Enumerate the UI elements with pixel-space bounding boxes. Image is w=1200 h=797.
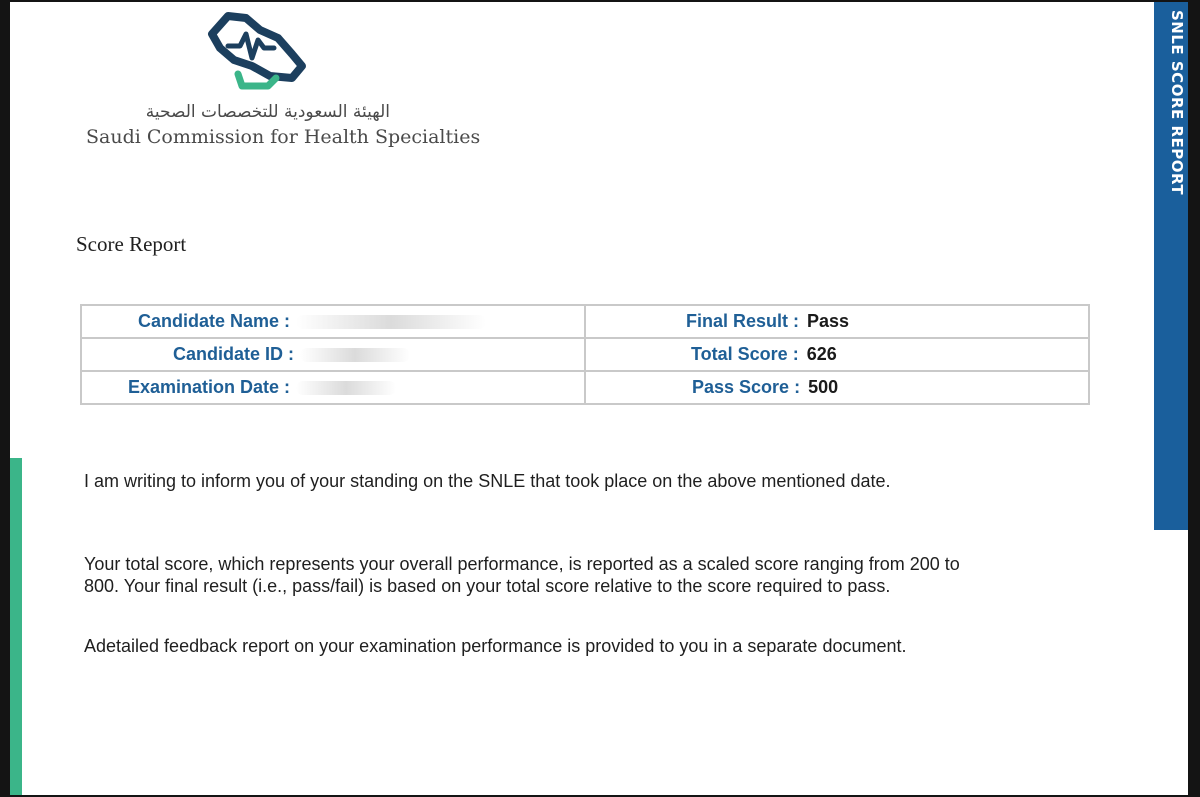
final-result-value: Pass — [807, 311, 850, 331]
paragraph-feedback: Adetailed feedback report on your examination performance is provided to you in a separate document. — [84, 636, 907, 656]
final-result-cell — [585, 305, 1089, 338]
redacted-date — [296, 381, 396, 395]
pass-score-label: Pass Score : — [692, 377, 801, 397]
candidate-name-label: Candidate Name : — [138, 311, 291, 331]
pass-score-cell — [585, 371, 1089, 404]
organization-name-arabic: الهيئة السعودية للتخصصات الصحية — [145, 102, 390, 122]
total-score-value: 626 — [806, 344, 837, 364]
organization-name-english: Saudi Commission for Health Specialties — [86, 126, 481, 148]
examination-date-label: Examination Date : — [128, 377, 291, 397]
page-title: Score Report — [76, 232, 187, 256]
side-banner-text: SNLE SCORE REPORT — [1168, 10, 1186, 196]
pass-score-value: 500 — [808, 377, 839, 397]
candidate-id-cell — [81, 338, 585, 371]
final-result-label: Final Result : — [686, 311, 800, 331]
score-report-document — [10, 2, 1188, 795]
total-score-label: Total Score : — [691, 344, 799, 364]
redacted-id — [300, 348, 410, 362]
paragraph-score-line-1: Your total score, which represents your overall performance, is reported as a scaled score ranging from 200 to — [84, 554, 960, 574]
examination-date-cell — [81, 371, 585, 404]
candidate-results-table — [80, 304, 1090, 405]
redacted-name — [296, 315, 486, 329]
table-row — [81, 371, 1089, 404]
paragraph-score-line-2: 800. Your final result (i.e., pass/fail) is based on your total score relative to the score required to pass. — [84, 576, 891, 596]
green-accent-bar — [10, 458, 22, 795]
candidate-id-label: Candidate ID : — [173, 344, 295, 364]
total-score-cell — [585, 338, 1089, 371]
candidate-name-cell — [81, 305, 585, 338]
scfhs-logo-icon — [198, 8, 308, 100]
table-row — [81, 338, 1089, 371]
paragraph-standing: I am writing to inform you of your standing on the SNLE that took place on the above mentioned date. — [84, 471, 891, 491]
table-row — [81, 305, 1089, 338]
